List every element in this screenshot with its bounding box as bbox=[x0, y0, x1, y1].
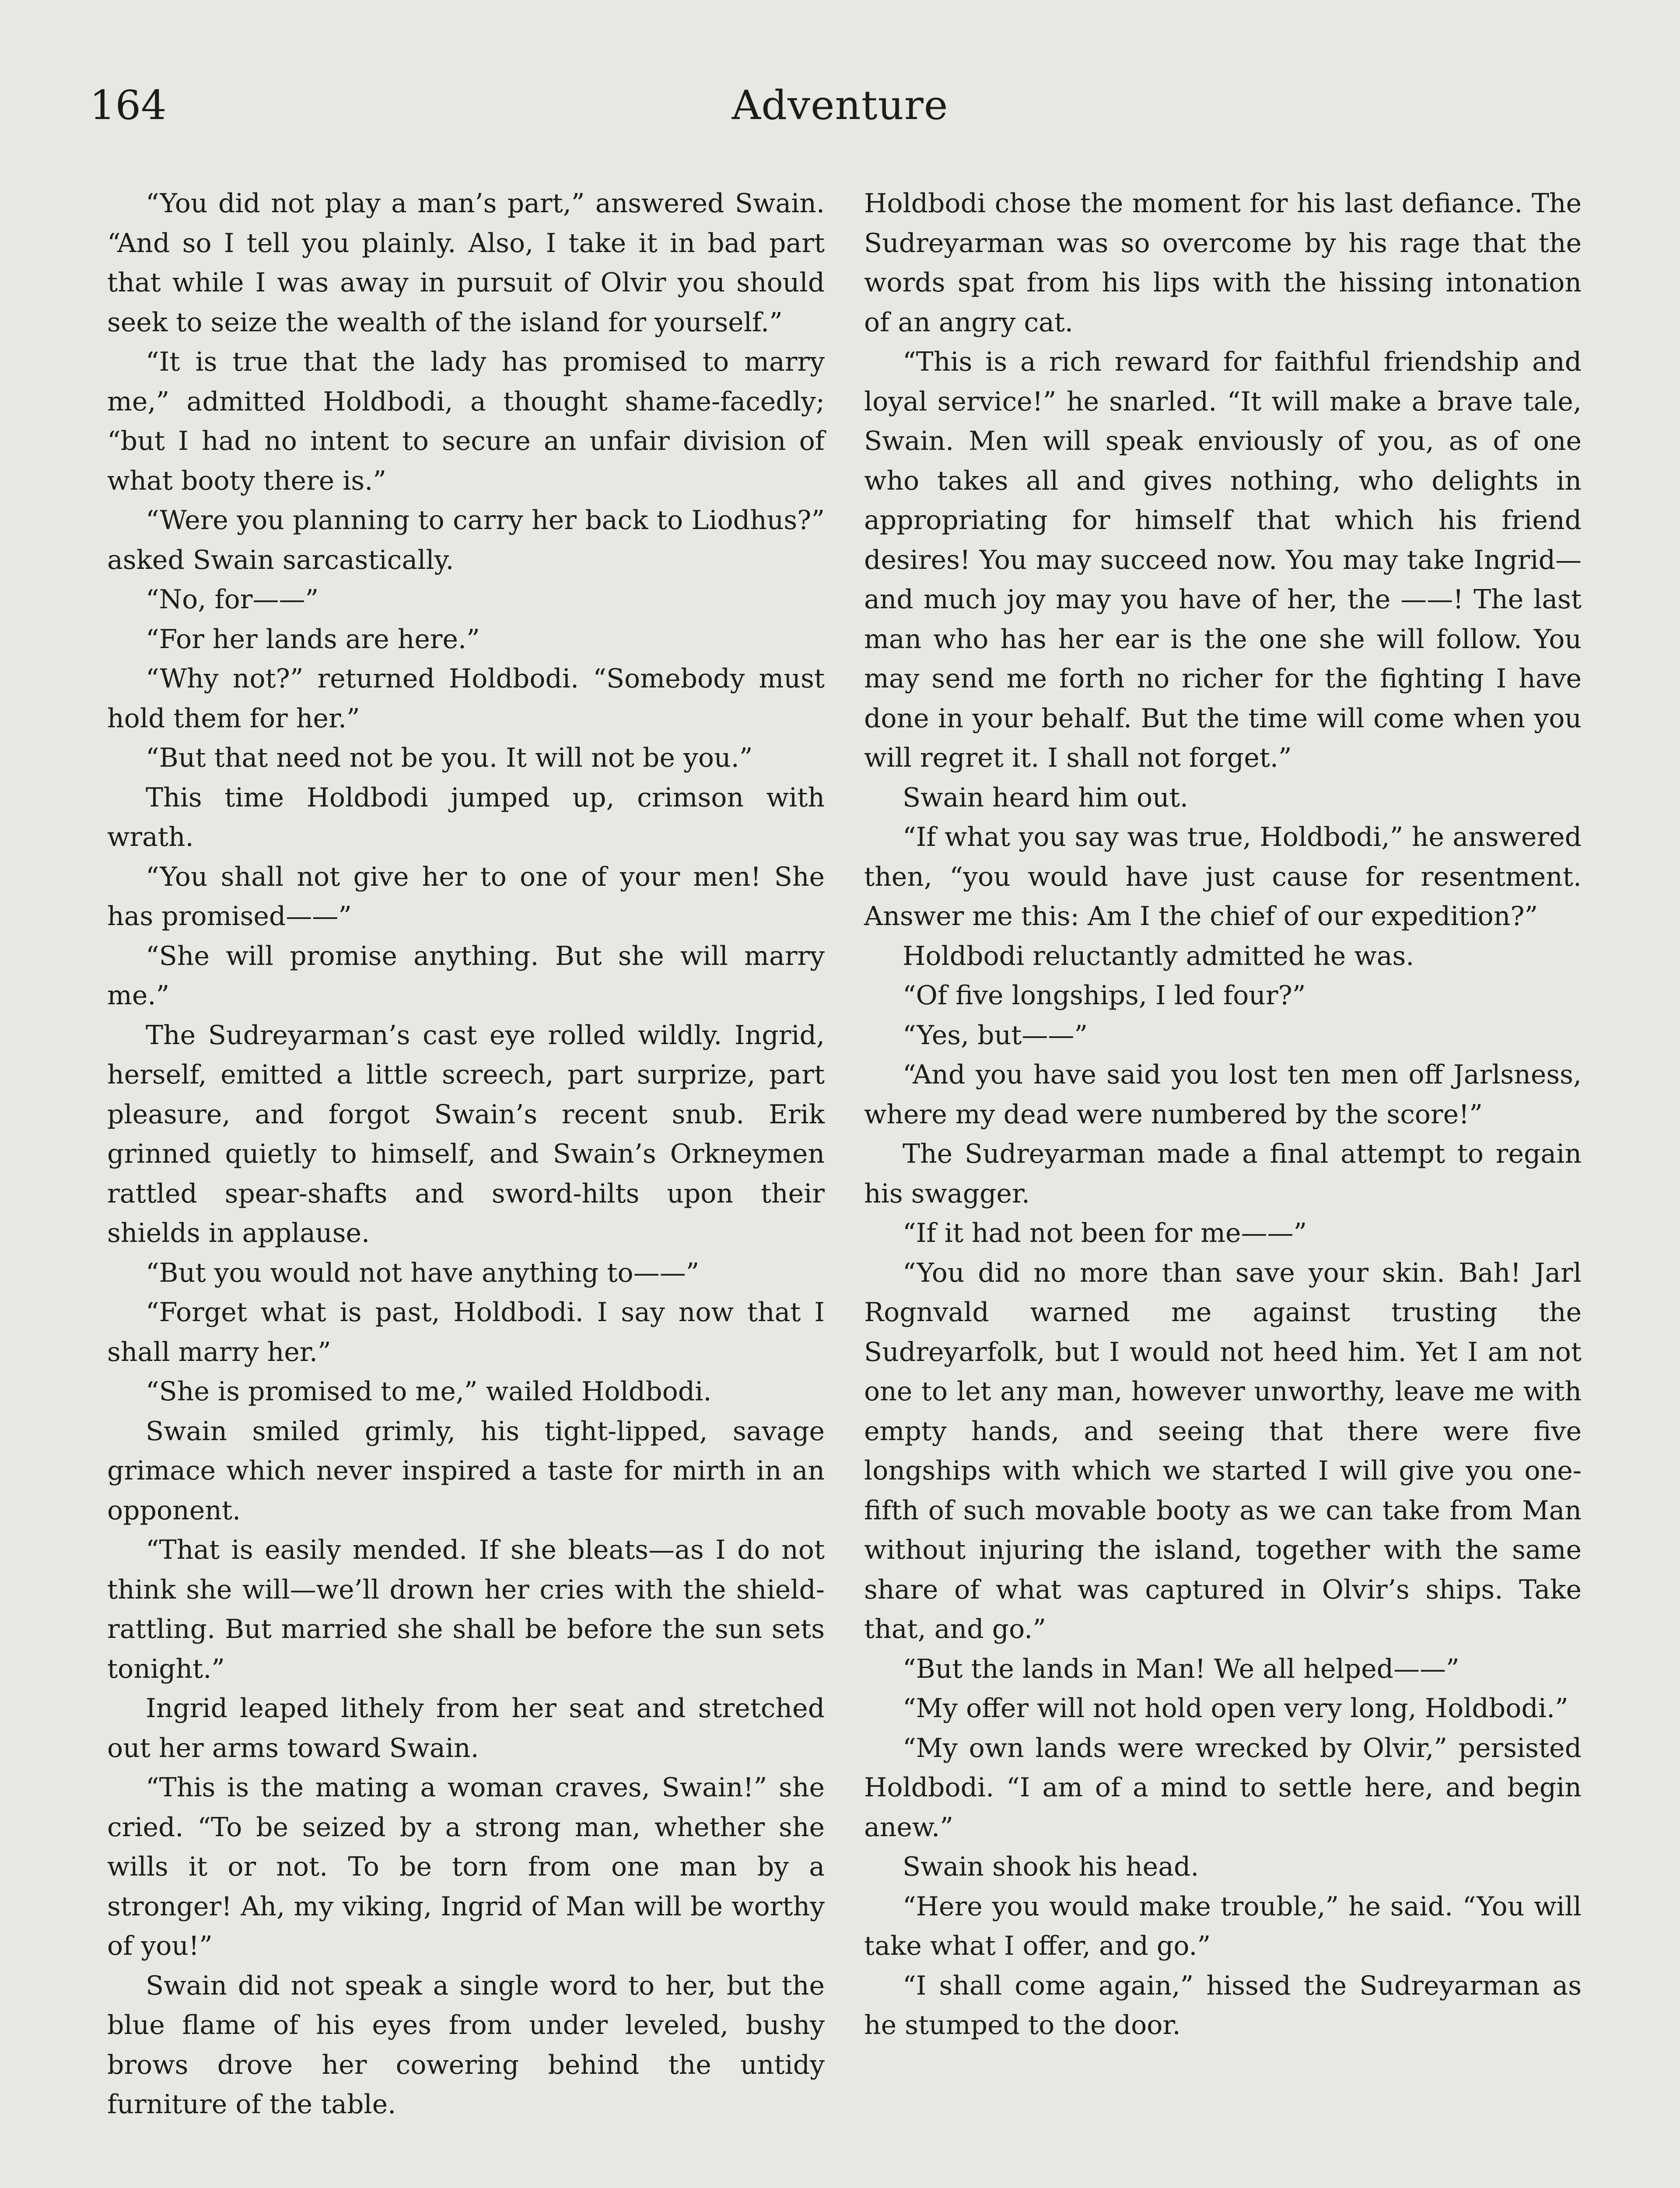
paragraph: Swain did not speak a single word to her, but the blue flame of his eyes from under leveled, bushy brows drove her cowering behind the untidy furniture of the table. bbox=[107, 1970, 825, 2120]
paragraph: Ingrid leaped lithely from her seat and stretched out her arms toward Swain. bbox=[107, 1693, 825, 1764]
paragraph: “Forget what is past, Holdbodi. I say now that I shall marry her.” bbox=[107, 1297, 825, 1368]
paragraph: “That is easily mended. If she bleats—as I do not think she will—we’ll drown her cries with the shield-rattling. But married she shall be before the sun sets tonight.” bbox=[107, 1535, 825, 1684]
paragraph: “Yes, but——” bbox=[903, 1020, 1088, 1051]
paragraph: “No, for——” bbox=[146, 584, 319, 615]
paragraph: “It is true that the lady has promised to marry me,” admitted Holdbodi, a thought shame-facedly; “but I had no intent to secure an unfair division of what booty there is.” bbox=[107, 347, 825, 496]
paragraph: “My own lands were wrecked by Olvir,” persisted Holdbodi. “I am of a mind to settle here, and begin anew.” bbox=[864, 1732, 1582, 1843]
paragraph: “You did no more than save your skin. Bah! Jarl Rognvald warned me against trusting the Sudreyarfolk, but I would not heed him. Yet I am not one to let any man, however unworthy, leave me with empty hands, and seeing that there were five longships with which we started I will give you one-fifth of such movable booty as we can take from Man without injuring the island, together with the same share of what was captured in Olvir’s ships. Take that, and go.” bbox=[864, 1257, 1582, 1645]
right-column bbox=[864, 184, 1582, 2045]
paragraph: Swain shook his head. bbox=[903, 1851, 1199, 1882]
paragraph: “You shall not give her to one of your men! She has promised——” bbox=[107, 861, 825, 932]
paragraph: “For her lands are here.” bbox=[146, 624, 480, 655]
paragraph: Holdbodi chose the moment for his last defiance. The Sudreyarman was so overcome by his rage that the words spat from his lips with the hissing intonation of an angry cat. bbox=[864, 188, 1582, 338]
paragraph: Swain heard him out. bbox=[903, 782, 1188, 813]
running-title: Adventure bbox=[732, 82, 948, 129]
paragraph: Swain smiled grimly, his tight-lipped, savage grimace which never inspired a taste for mirth in an opponent. bbox=[107, 1416, 825, 1526]
paragraph: “My offer will not hold open very long, Holdbodi.” bbox=[903, 1693, 1568, 1724]
paragraph: “If what you say was true, Holdbodi,” he answered then, “you would have just cause for resentment. Answer me this: Am I the chief of our expedition?” bbox=[864, 822, 1582, 932]
page-number: 164 bbox=[90, 82, 167, 129]
paragraph: “If it had not been for me——” bbox=[903, 1218, 1307, 1248]
paragraph: The Sudreyarman made a final attempt to regain his swagger. bbox=[864, 1139, 1582, 1209]
paragraph: “Were you planning to carry her back to Liodhus?” asked Swain sarcastically. bbox=[107, 505, 825, 575]
paragraph: This time Holdbodi jumped up, crimson with wrath. bbox=[107, 782, 825, 852]
paragraph: “She is promised to me,” wailed Holdbodi. bbox=[146, 1376, 712, 1407]
paragraph: “But that need not be you. It will not be you.” bbox=[146, 743, 753, 773]
paragraph: “This is a rich reward for faithful friendship and loyal service!” he snarled. “It will make a brave tale, Swain. Men will speak enviously of you, as of one who takes all and gives nothing, who delights in appropriating for himself that which his friend desires! You may succeed now. You may take Ingrid—and much joy may you have of her, the ——! The last man who has her ear is the one she will follow. You may send me forth no richer for the fighting I have done in your behalf. But the time will come when you will regret it. I shall not forget.” bbox=[864, 347, 1582, 773]
paragraph: “This is the mating a woman craves, Swain!” she cried. “To be seized by a strong man, whether she wills it or not. To be torn from one man by a stronger! Ah, my viking, Ingrid of Man will be worthy of you!” bbox=[107, 1772, 825, 1961]
paragraph: “Why not?” returned Holdbodi. “Somebody must hold them for her.” bbox=[107, 663, 825, 734]
paragraph: “She will promise anything. But she will marry me.” bbox=[107, 940, 825, 1011]
left-column bbox=[107, 184, 825, 2125]
paragraph: “But you would not have anything to——” bbox=[146, 1257, 700, 1288]
paragraph: “I shall come again,” hissed the Sudreyarman as he stumped to the door. bbox=[864, 1970, 1582, 2041]
paragraph: “You did not play a man’s part,” answered Swain. “And so I tell you plainly. Also, I take it in bad part that while I was away in pursuit of Olvir you should seek to seize the wealth of the island for yourself.” bbox=[107, 188, 825, 338]
paragraph: “Of five longships, I led four?” bbox=[903, 980, 1306, 1011]
paragraph: “Here you would make trouble,” he said. “You will take what I offer, and go.” bbox=[864, 1891, 1582, 1961]
paragraph: Holdbodi reluctantly admitted he was. bbox=[903, 940, 1414, 971]
paragraph: The Sudreyarman’s cast eye rolled wildly. Ingrid, herself, emitted a little screech, part surprize, part pleasure, and forgot Swain’s recent snub. Erik grinned quietly to himself, and Swain’s Orkneymen rattled spear-shafts and sword-hilts upon their shields in applause. bbox=[107, 1020, 825, 1248]
paragraph: “And you have said you lost ten men off Jarlsness, where my dead were numbered by the score!” bbox=[864, 1059, 1582, 1130]
paragraph: “But the lands in Man! We all helped——” bbox=[903, 1653, 1460, 1684]
